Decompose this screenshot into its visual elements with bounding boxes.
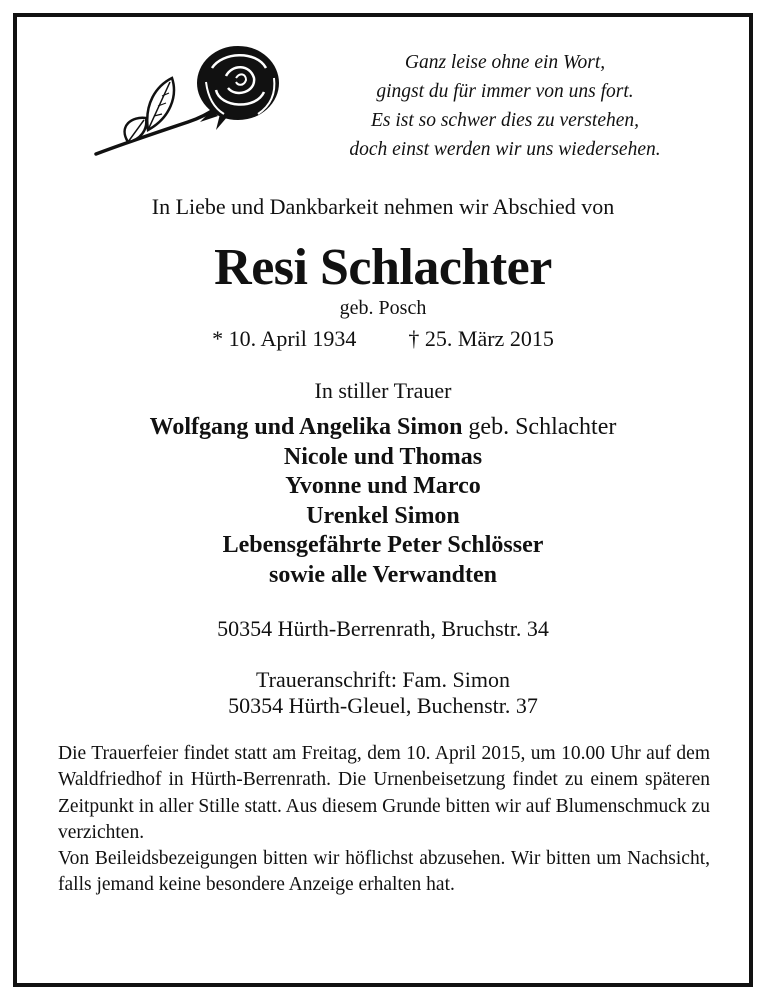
residence-address: 50354 Hürth-Berrenrath, Bruchstr. 34 <box>217 616 549 641</box>
maiden-name: geb. Posch <box>339 297 427 319</box>
mourning-address <box>0 667 766 719</box>
poem-line: Es ist so schwer dies zu verstehen, <box>370 110 640 131</box>
notice-paragraph: Von Beileidsbezeigungen bitten wir höflichst abzusehen. Wir bitten um Nachsicht, falls jemand keine besondere Anzeige erhalten hat. <box>58 848 710 896</box>
notice-paragraph: Die Trauerfeier findet statt am Freitag, dem 10. April 2015, um 10.00 Uhr auf dem Waldfriedhof in Hürth-Berrenrath. Die Urnenbeisetzung findet zu einem späteren Zeitpunkt in aller Stille statt. Aus diesem Grunde bitten wir auf Blumenschmuck zu verzichten. <box>58 743 710 843</box>
poem <box>290 48 720 164</box>
funeral-notice <box>58 741 710 899</box>
deceased-name: Resi Schlachter <box>214 239 552 296</box>
intro-text: In Liebe und Dankbarkeit nehmen wir Abschied von <box>151 194 615 219</box>
family-member: Nicole und Thomas <box>283 443 483 470</box>
life-dates <box>0 326 766 352</box>
family-member-name: Wolfgang und Angelika Simon <box>149 414 463 440</box>
family-member: Urenkel Simon <box>306 502 460 529</box>
birth-date: * 10. April 1934 <box>212 326 357 351</box>
family-list <box>0 413 766 590</box>
mourning-heading: In stiller Trauer <box>314 378 452 403</box>
family-member: Lebensgefährte Peter Schlösser <box>222 532 544 558</box>
death-date: † 25. März 2015 <box>408 326 554 351</box>
poem-line: Ganz leise ohne ein Wort, <box>404 52 606 73</box>
family-member-suffix: geb. Schlachter <box>462 414 617 440</box>
poem-line: doch einst werden wir uns wiedersehen. <box>349 139 661 160</box>
family-member: Yvonne und Marco <box>285 473 481 499</box>
poem-line: gingst du für immer von uns fort. <box>376 81 634 102</box>
rose-icon <box>88 38 288 162</box>
mourning-address-street: 50354 Hürth-Gleuel, Buchenstr. 37 <box>228 693 538 718</box>
family-member <box>0 413 766 443</box>
mourning-address-label: Traueranschrift: Fam. Simon <box>256 667 510 692</box>
family-member: sowie alle Verwandten <box>269 561 497 588</box>
